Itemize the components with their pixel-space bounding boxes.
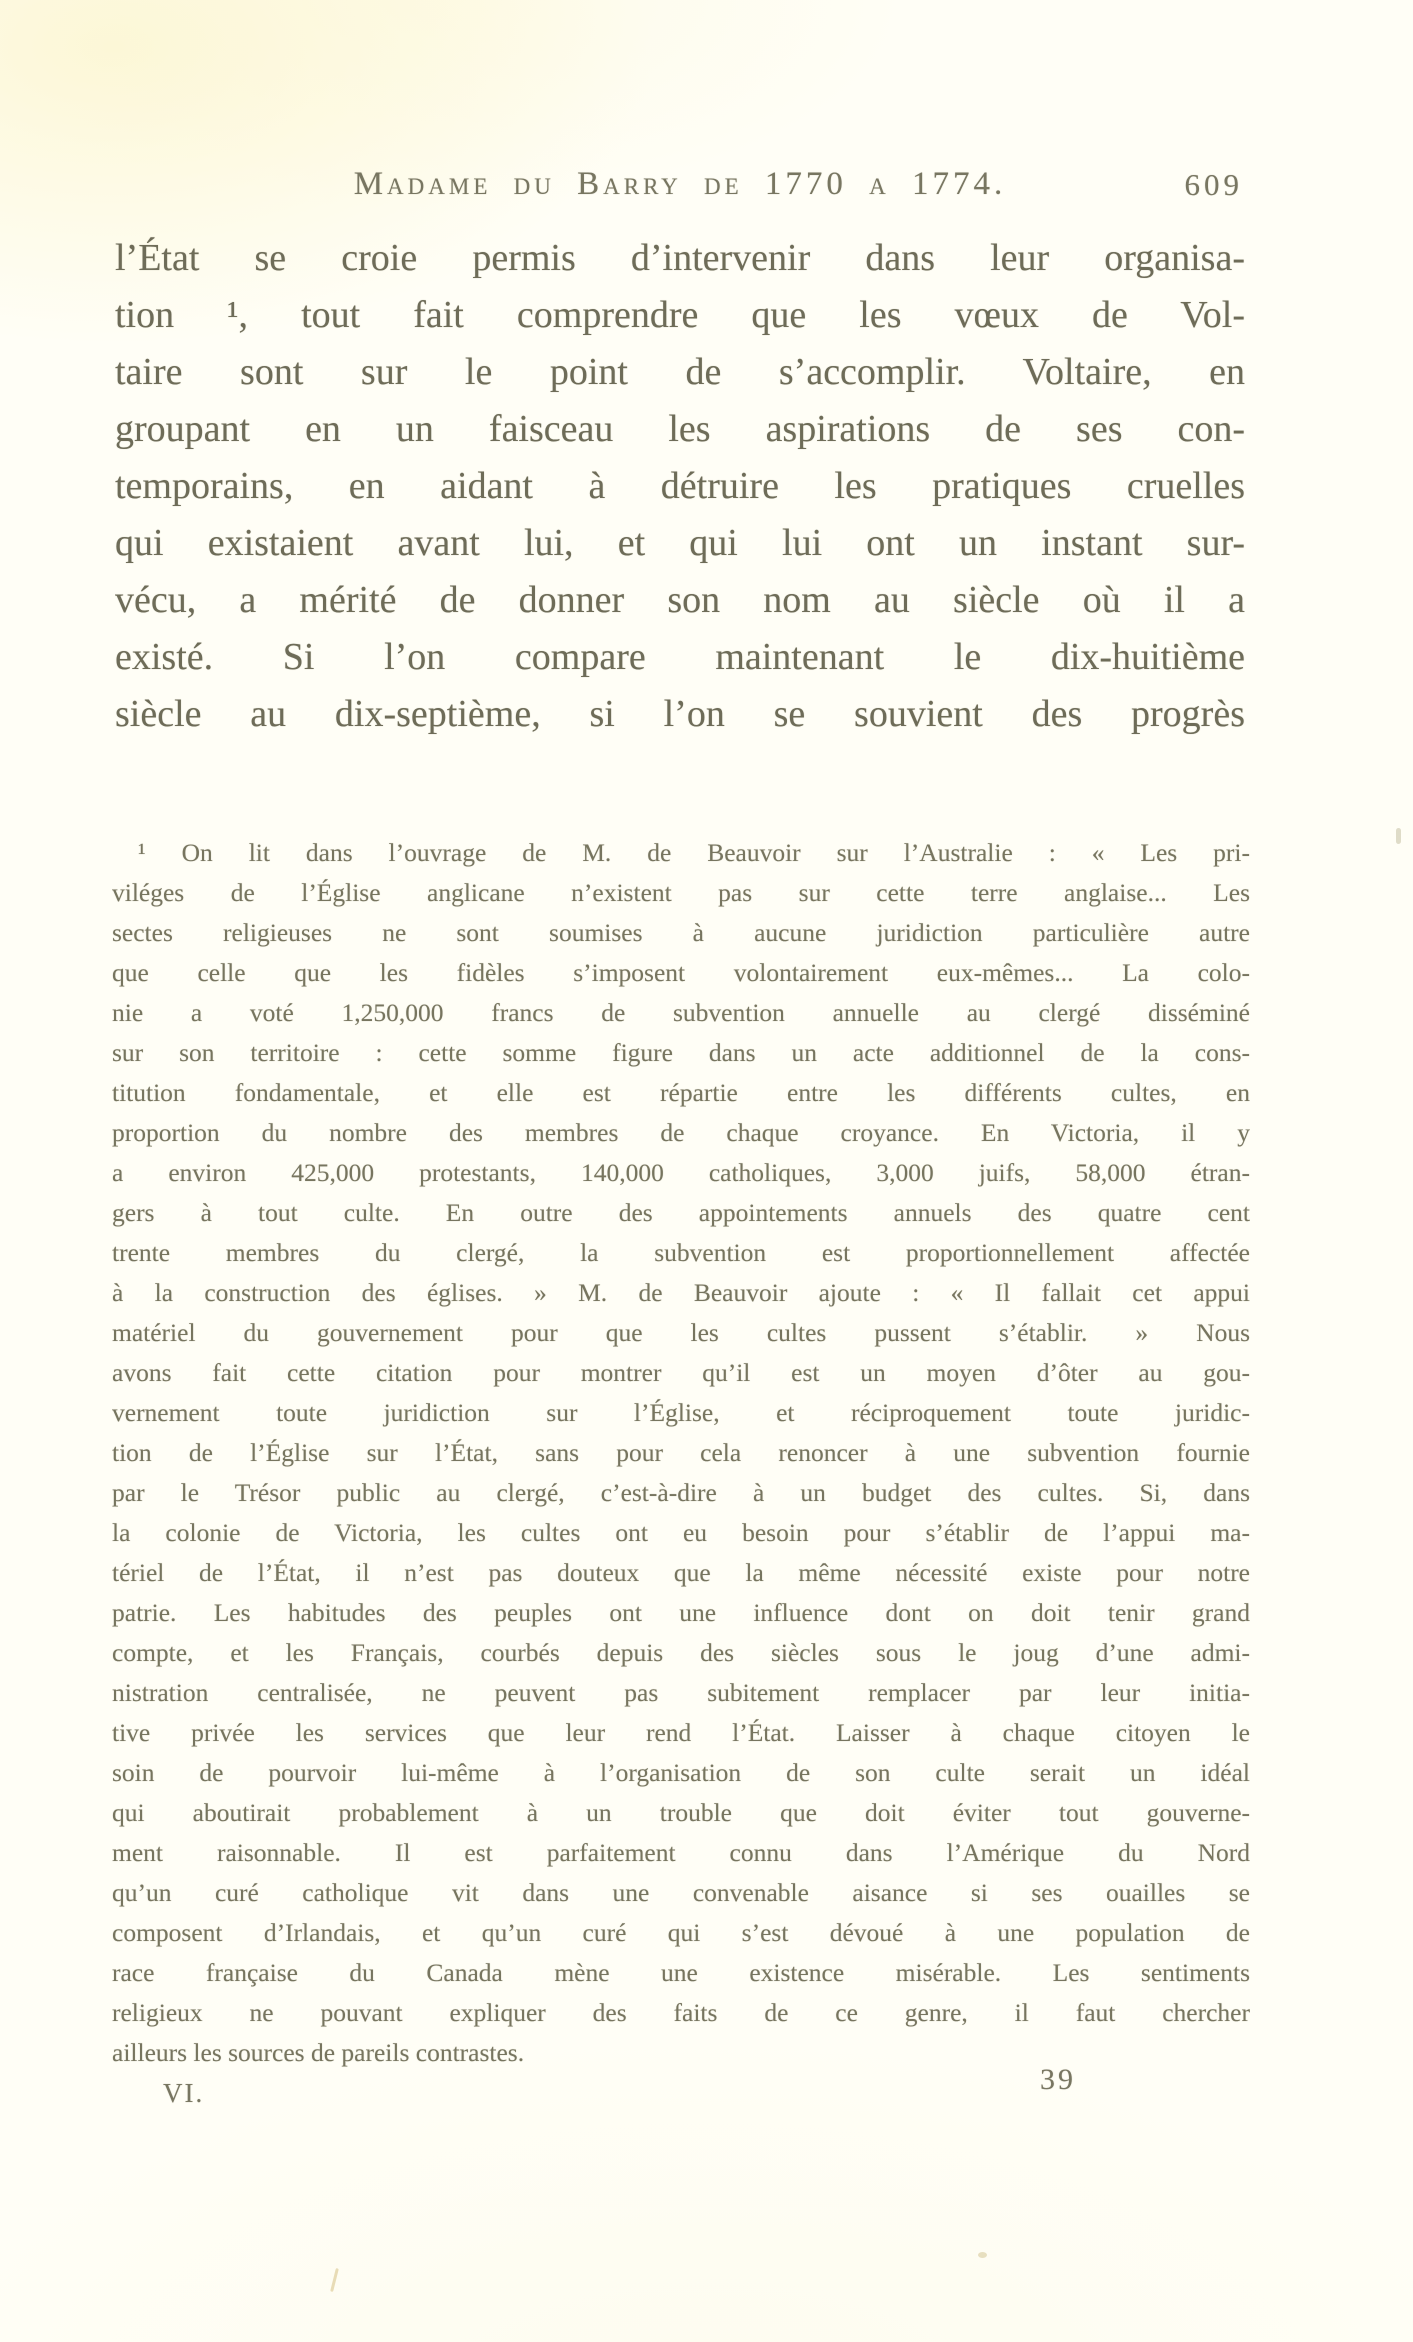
page-number: 609: [1184, 167, 1243, 202]
text-line: nistration centralisée, ne peuvent pas subitement remplacer par leur initia-: [112, 1678, 1250, 1707]
text-line: vécu, a mérité de donner son nom au siècle où il a: [115, 579, 1245, 621]
text-line: trente membres du clergé, la subvention est proportionnellement affectée: [112, 1238, 1250, 1267]
text-line: sur son territoire : cette somme figure dans un acte additionnel de la cons-: [112, 1038, 1250, 1067]
text-line: existé. Si l’on compare maintenant le dix-huitième: [115, 636, 1245, 678]
text-line: ailleurs les sources de pareils contrastes.: [112, 2038, 525, 2067]
text-line: a environ 425,000 protestants, 140,000 catholiques, 3,000 juifs, 58,000 étran-: [112, 1158, 1250, 1187]
scan-speck: [978, 2252, 987, 2258]
text-line: que celle que les fidèles s’imposent volontairement eux-mêmes... La colo-: [112, 958, 1250, 987]
page-header: [115, 166, 1245, 210]
text-line: à la construction des églises. » M. de Beauvoir ajoute : « Il fallait cet appui: [112, 1278, 1250, 1307]
text-line: tion ¹, tout fait comprendre que les vœux de Vol-: [115, 294, 1245, 336]
text-line: viléges de l’Église anglicane n’existent pas sur cette terre anglaise... Les: [112, 878, 1250, 907]
text-line: qui existaient avant lui, et qui lui ont un instant sur-: [115, 522, 1245, 564]
text-line: temporains, en aidant à détruire les pratiques cruelles: [115, 465, 1245, 507]
text-line: tion de l’Église sur l’État, sans pour cela renoncer à une subvention fournie: [112, 1438, 1250, 1467]
text-line: ment raisonnable. Il est parfaitement connu dans l’Amérique du Nord: [112, 1838, 1250, 1867]
signature-number: 39: [1040, 2063, 1076, 2096]
text-line: ¹ On lit dans l’ouvrage de M. de Beauvoir sur l’Australie : « Les pri-: [138, 838, 1250, 867]
text-line: patrie. Les habitudes des peuples ont une influence dont on doit tenir grand: [112, 1598, 1250, 1627]
text-line: avons fait cette citation pour montrer qu’il est un moyen d’ôter au gou-: [112, 1358, 1250, 1387]
text-line: par le Trésor public au clergé, c’est-à-dire à un budget des cultes. Si, dans: [112, 1478, 1250, 1507]
text-line: l’État se croie permis d’intervenir dans leur organisa-: [115, 237, 1245, 279]
text-line: groupant en un faisceau les aspirations de ses con-: [115, 408, 1245, 450]
scan-speck: [1396, 828, 1401, 844]
text-line: qui aboutirait probablement à un trouble que doit éviter tout gouverne-: [112, 1798, 1250, 1827]
scan-speck: [330, 2268, 339, 2292]
text-line: vernement toute juridiction sur l’Église, et réciproquement toute juridic-: [112, 1398, 1250, 1427]
text-line: gers à tout culte. En outre des appointements annuels des quatre cent: [112, 1198, 1250, 1227]
text-line: race française du Canada mène une existence misérable. Les sentiments: [112, 1958, 1250, 1987]
text-line: siècle au dix-septième, si l’on se souvient des progrès: [115, 693, 1245, 735]
text-line: titution fondamentale, et elle est répartie entre les différents cultes, en: [112, 1078, 1250, 1107]
text-line: nie a voté 1,250,000 francs de subvention annuelle au clergé disséminé: [112, 998, 1250, 1027]
footnote-block: [112, 833, 1250, 2073]
text-line: proportion du nombre des membres de chaque croyance. En Victoria, il y: [112, 1118, 1250, 1147]
main-paragraph: [115, 230, 1245, 743]
text-line: la colonie de Victoria, les cultes ont eu besoin pour s’établir de l’appui ma-: [112, 1518, 1250, 1547]
text-line: composent d’Irlandais, et qu’un curé qui s’est dévoué à une population de: [112, 1918, 1250, 1947]
text-line: taire sont sur le point de s’accomplir. Voltaire, en: [115, 351, 1245, 393]
volume-number: VI.: [163, 2078, 205, 2108]
text-line: compte, et les Français, courbés depuis des siècles sous le joug d’une admi-: [112, 1638, 1250, 1667]
text-line: soin de pourvoir lui-même à l’organisation de son culte serait un idéal: [112, 1758, 1250, 1787]
text-line: matériel du gouvernement pour que les cultes pussent s’établir. » Nous: [112, 1318, 1250, 1347]
text-line: tive privée les services que leur rend l’État. Laisser à chaque citoyen le: [112, 1718, 1250, 1747]
text-line: qu’un curé catholique vit dans une convenable aisance si ses ouailles se: [112, 1878, 1250, 1907]
text-line: tériel de l’État, il n’est pas douteux que la même nécessité existe pour notre: [112, 1558, 1250, 1587]
text-line: religieux ne pouvant expliquer des faits de ce genre, il faut chercher: [112, 1998, 1250, 2027]
text-line: sectes religieuses ne sont soumises à aucune juridiction particulière autre: [112, 918, 1250, 947]
running-title: Madame du Barry de 1770 a 1774.: [353, 166, 1007, 202]
